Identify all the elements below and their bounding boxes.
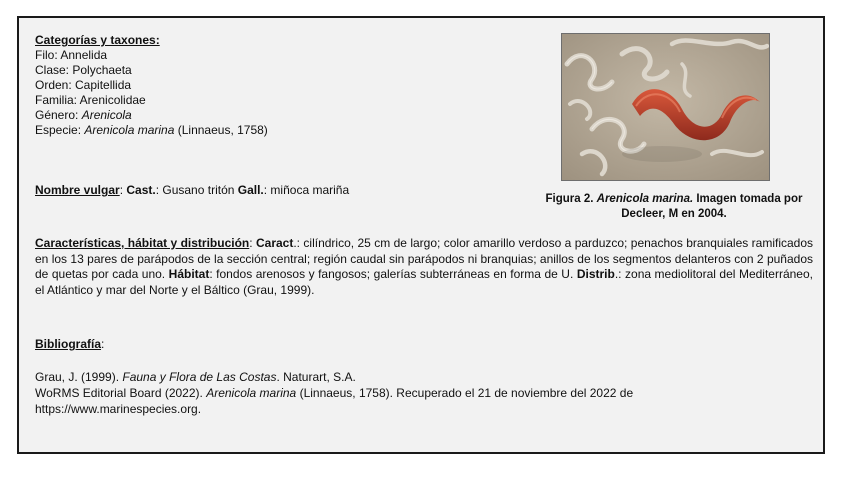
figure-label: Figura 2. [545,193,597,205]
class-line: Clase: Polychaeta [35,63,132,77]
habitat-label: Hábitat [168,267,210,281]
bibliography-heading: Bibliografía [35,337,102,351]
figure-credit: Imagen tomada por Decleer, M en 2004. [621,193,803,220]
distrib-text: .: zona mediolitoral del Mediterráneo, el Atlántico y mar del Norte y el Báltico (Grau, 1999). [35,267,813,297]
reference-2 [35,386,633,401]
ref2-post: (Linnaeus, 1758). Recuperado el 21 de noviembre del 2022 de [296,386,634,400]
categories-heading: Categorías y taxones: [35,33,160,47]
common-name-sep: : [119,183,127,197]
figure-species: Arenicola marina. [596,193,694,205]
figure-caption [539,192,809,222]
characteristics-heading: Características, hábitat y distribución [35,236,250,250]
lugworm-photo [561,33,770,181]
characteristics-paragraph [35,236,813,298]
gall-value: : miñoca mariña [263,183,350,197]
caract-label: Caract [255,236,294,250]
species-value: Arenicola marina [84,123,175,137]
cast-value: : Gusano tritón [155,183,238,197]
bibliography-sep: : [101,337,105,351]
caract-text: .: cilíndrico, 25 cm de largo; color amarillo verdoso a parduzco; penachos branquiales ramificados en los 13 pares de parápodos de la sección central; región caudal sin parápodos ni branquias; anillos de los segmentos delanteros con 2 puñados de quetas por cada uno. [35,236,814,281]
ref1-post: . Naturart, S.A. [276,370,356,384]
common-name-heading: Nombre vulgar [35,183,120,197]
phylum-line: Filo: Annelida [35,48,108,62]
categories-block [35,33,268,138]
species-line [35,123,268,138]
reference-2-url: https://www.marinespecies.org. [35,402,202,416]
ref2-title: Arenicola marina [206,386,297,400]
distrib-label: Distrib [576,267,615,281]
species-author: (Linnaeus, 1758) [174,123,268,137]
order-line: Orden: Capitellida [35,78,132,92]
species-label: Especie: [35,123,85,137]
lugworm-illustration [562,34,769,180]
cast-label: Cast. [126,183,156,197]
ref1-pre: Grau, J. (1999). [35,370,123,384]
ref1-title: Fauna y Flora de Las Costas [122,370,277,384]
species-card [17,16,825,454]
family-line: Familia: Arenicolidae [35,93,146,107]
genus-value: Arenicola [81,108,132,122]
gall-label: Gall. [237,183,264,197]
ref2-pre: WoRMS Editorial Board (2022). [35,386,207,400]
bibliography-heading-line [35,337,104,352]
genus-label: Género: [35,108,82,122]
habitat-text: : fondos arenosos y fangosos; galerías subterráneas en forma de U. [209,267,577,281]
genus-line [35,108,268,123]
reference-1 [35,370,356,385]
common-name-line [35,183,349,198]
characteristics-sep: : [249,236,256,250]
